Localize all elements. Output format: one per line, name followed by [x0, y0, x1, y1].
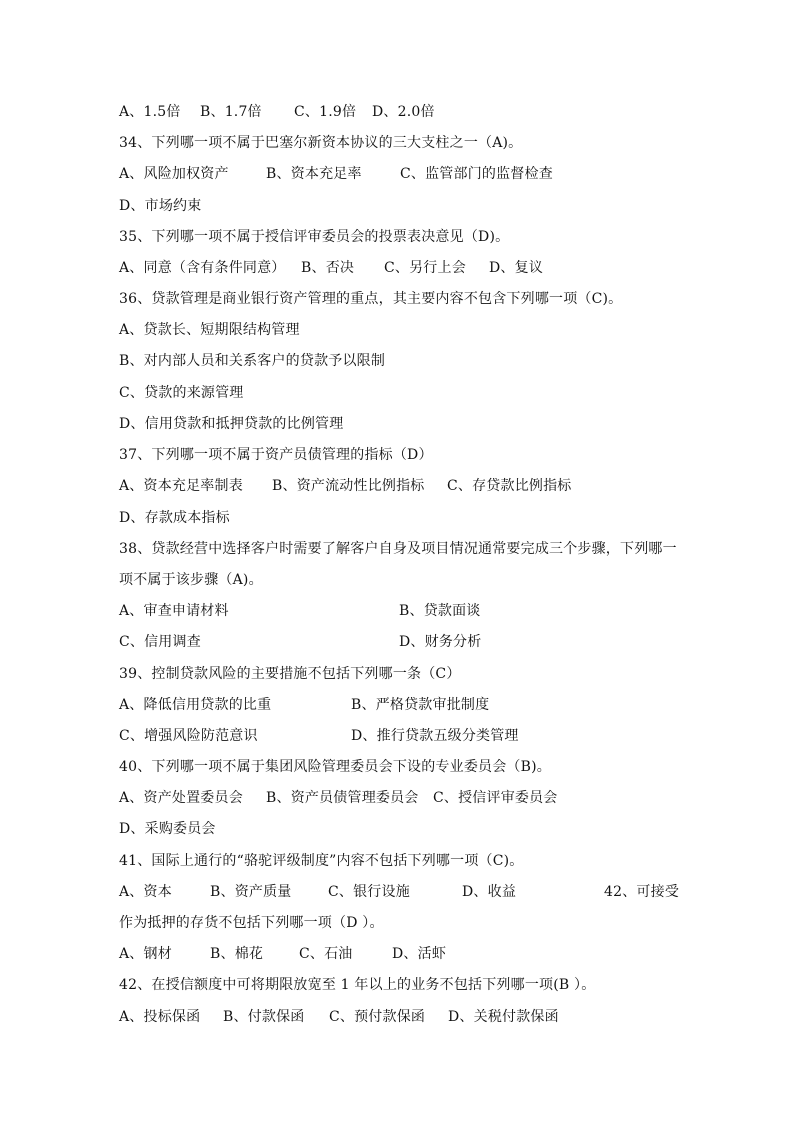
option-b: B、否决	[301, 260, 355, 276]
question-text: 42、在授信额度中可将期限放宽至 1 年以上的业务不包括下列哪一项(B ）。	[119, 977, 596, 993]
question-text-continued: 作为抵押的存货不包括下列哪一项（D ）。	[119, 915, 384, 931]
question-36	[119, 288, 623, 310]
text-line	[119, 881, 680, 903]
text-line	[119, 163, 553, 185]
text-line	[119, 912, 384, 934]
text-line	[119, 725, 519, 747]
question-text: 37、下列哪一项不属于资产员债管理的指标（D）	[119, 447, 433, 463]
option-a: A、资本充足率制表	[119, 478, 243, 494]
text-line	[119, 1006, 559, 1028]
text-line	[119, 413, 344, 435]
option-d: D、市场约束	[119, 198, 202, 214]
question-39	[119, 663, 461, 685]
question-37	[119, 444, 433, 466]
option-a: A、资本	[119, 884, 172, 900]
question-35	[119, 226, 510, 248]
option-c: C、存贷款比例指标	[447, 478, 572, 494]
option-c: C、预付款保函	[329, 1009, 426, 1025]
text-line	[119, 257, 544, 279]
question-text: 41、国际上通行的“骆驼评级制度”内容不包括下列哪一项（C)。	[119, 853, 524, 869]
question-38	[119, 538, 677, 560]
text-line	[119, 195, 202, 217]
option-a: A、同意（含有条件同意）	[119, 260, 286, 276]
option-b: B、资本充足率	[266, 166, 362, 182]
option-b: B、付款保函	[223, 1009, 305, 1025]
text-line	[119, 943, 447, 965]
option-c: C、1.9倍	[294, 104, 357, 120]
option-a: A、审查申请材料	[119, 603, 229, 619]
option-d: D、采购委员会	[119, 821, 216, 837]
option-a: A、钢材	[119, 946, 172, 962]
option-d: D、关税付款保函	[448, 1009, 559, 1025]
question-text: 38、贷款经营中选择客户时需要了解客户自身及项目情况通常要完成三个步骤，下列哪一	[119, 541, 677, 557]
option-d: D、信用贷款和抵押贷款的比例管理	[119, 416, 344, 432]
text-line	[119, 350, 386, 372]
option-d: D、财务分析	[399, 634, 482, 650]
question-42	[119, 974, 596, 996]
text-line	[119, 631, 482, 653]
text-line	[119, 475, 572, 497]
question-text: 36、贷款管理是商业银行资产管理的重点，其主要内容不包含下列哪一项（C)。	[119, 291, 623, 307]
option-d: D、2.0倍	[372, 104, 435, 120]
option-b: B、棉花	[210, 946, 264, 962]
option-a: A、资产处置委员会	[119, 790, 243, 806]
option-b: B、资产流动性比例指标	[272, 478, 425, 494]
option-d: D、推行贷款五级分类管理	[351, 728, 519, 744]
text-line	[119, 569, 263, 591]
text-line	[119, 818, 216, 840]
option-c: C、银行设施	[328, 884, 410, 900]
question-40	[119, 756, 551, 778]
text-line	[119, 787, 558, 809]
text-line	[119, 319, 300, 341]
option-d: D、活虾	[392, 946, 447, 962]
question-41	[119, 850, 524, 872]
question-text: 35、下列哪一项不属于授信评审委员会的投票表决意见（D)。	[119, 229, 510, 245]
text-line	[119, 694, 490, 716]
option-b: B、资产员债管理委员会	[266, 790, 419, 806]
option-b: B、贷款面谈	[399, 603, 481, 619]
option-a: A、投标保函	[119, 1009, 201, 1025]
question-42-start: 42、可接受	[604, 884, 680, 900]
text-line	[119, 382, 244, 404]
option-c: C、另行上会	[384, 260, 466, 276]
question-text: 34、下列哪一项不属于巴塞尔新资本协议的三大支柱之一（A)。	[119, 135, 523, 151]
text-line	[119, 507, 230, 529]
question-text-continued: 项不属于该步骤（A)。	[119, 572, 263, 588]
question-text: 40、下列哪一项不属于集团风险管理委员会下设的专业委员会（B)。	[119, 759, 551, 775]
text-line	[119, 600, 481, 622]
option-b: B、对内部人员和关系客户的贷款予以限制	[119, 353, 386, 369]
option-c: C、信用调查	[119, 634, 201, 650]
option-c: C、增强风险防范意识	[119, 728, 258, 744]
option-d: D、存款成本指标	[119, 510, 230, 526]
option-c: C、贷款的来源管理	[119, 385, 244, 401]
option-d: D、复议	[489, 260, 544, 276]
option-a: A、风险加权资产	[119, 166, 229, 182]
option-c: C、石油	[299, 946, 353, 962]
option-b: B、资产质量	[210, 884, 292, 900]
option-b: B、严格贷款审批制度	[351, 697, 490, 713]
question-34	[119, 132, 523, 154]
option-c: C、授信评审委员会	[433, 790, 558, 806]
option-a: A、1.5倍	[119, 104, 181, 120]
question-text: 39、控制贷款风险的主要措施不包括下列哪一条（C）	[119, 666, 461, 682]
option-d: D、收益	[462, 884, 517, 900]
option-a: A、贷款长、短期限结构管理	[119, 322, 300, 338]
option-c: C、监管部门的监督检查	[400, 166, 553, 182]
option-b: B、1.7倍	[200, 104, 262, 120]
option-a: A、降低信用贷款的比重	[119, 697, 272, 713]
text-line	[119, 101, 435, 123]
